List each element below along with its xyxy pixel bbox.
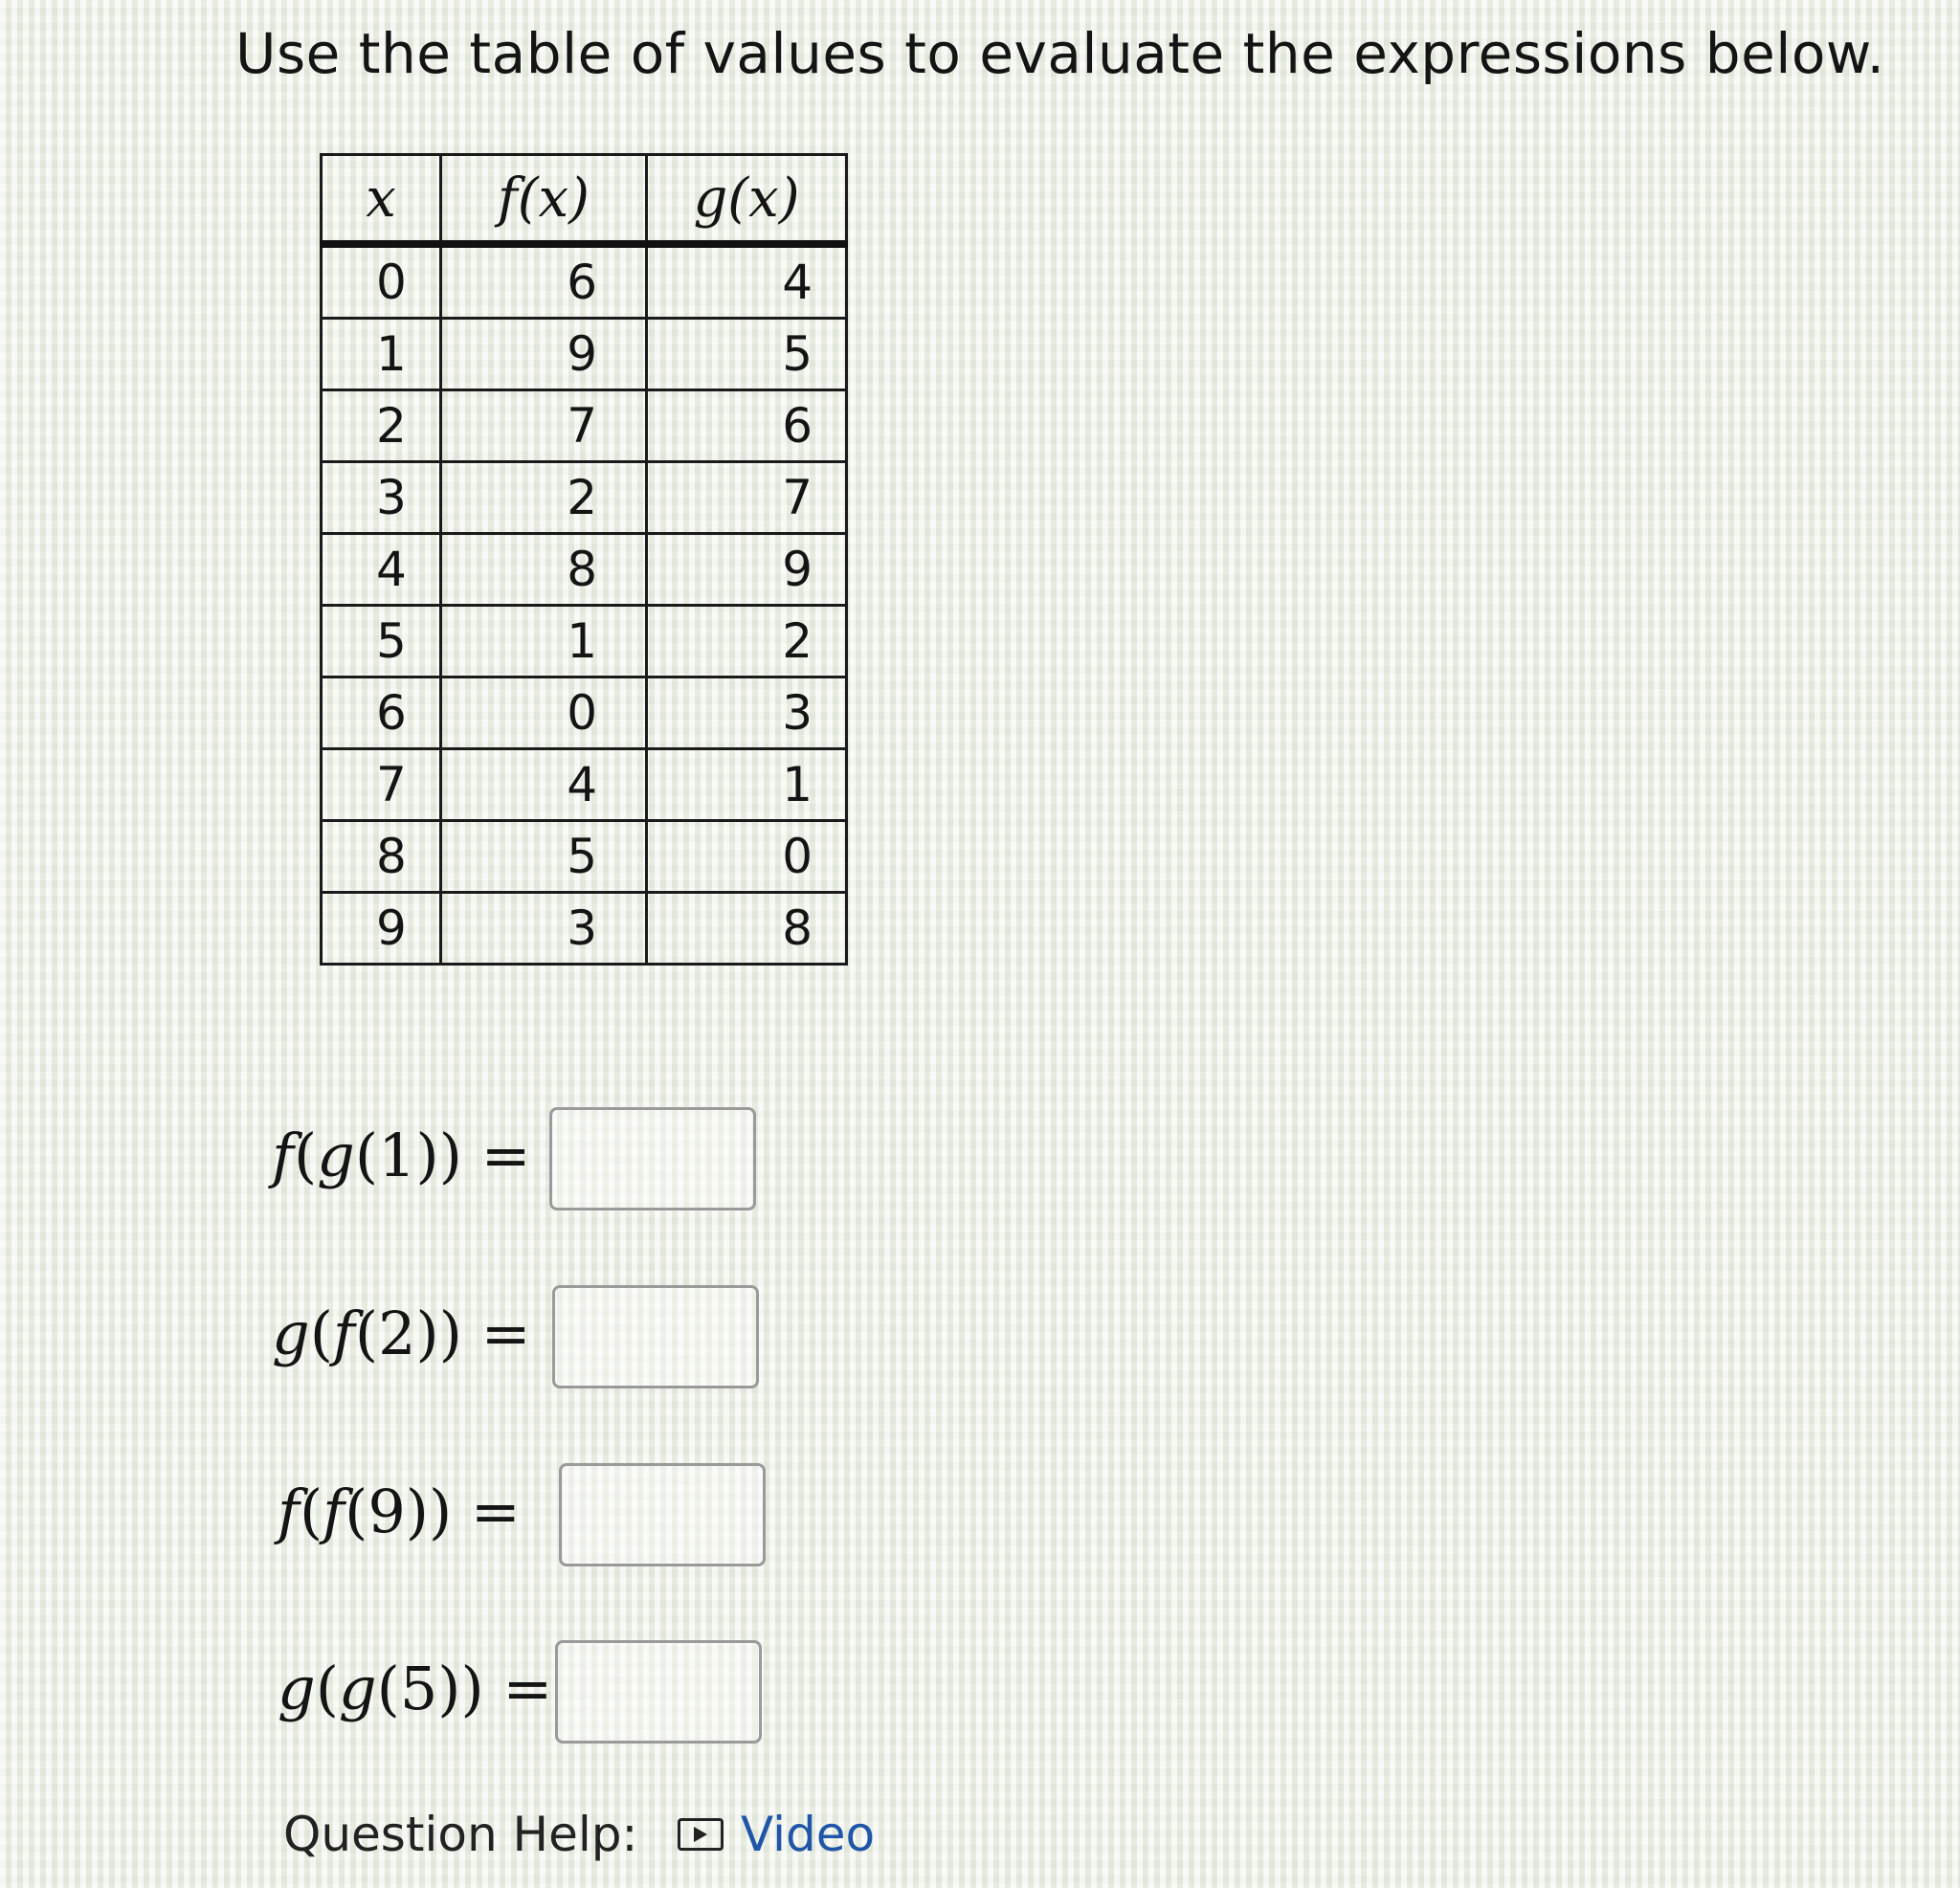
table-row xyxy=(322,534,847,606)
expression-label: g(g(5)) = xyxy=(278,1654,553,1723)
cell-f: 4 xyxy=(441,749,647,821)
cell-x: 8 xyxy=(322,821,441,893)
expression-label: g(f(2)) = xyxy=(272,1299,531,1368)
header-g: g(x) xyxy=(647,155,847,245)
table-row xyxy=(322,319,847,390)
inner-function: g xyxy=(338,1654,377,1723)
inner-function: f xyxy=(323,1477,345,1546)
table-row xyxy=(322,244,847,319)
argument: 1 xyxy=(378,1121,416,1190)
table-row xyxy=(322,677,847,749)
answer-input-4[interactable] xyxy=(555,1640,762,1744)
cell-g: 2 xyxy=(647,606,847,677)
cell-x: 6 xyxy=(322,677,441,749)
cell-f: 2 xyxy=(441,462,647,534)
cell-g: 1 xyxy=(647,749,847,821)
cell-f: 7 xyxy=(441,390,647,462)
table-row xyxy=(322,462,847,534)
cell-g: 8 xyxy=(647,893,847,965)
video-help-link[interactable] xyxy=(678,1807,875,1862)
question-help-label: Question Help: xyxy=(283,1807,638,1862)
expression-label: f(f(9)) = xyxy=(278,1477,521,1546)
cell-x: 9 xyxy=(322,893,441,965)
cell-g: 6 xyxy=(647,390,847,462)
table-row xyxy=(322,893,847,965)
header-x: x xyxy=(322,155,441,245)
cell-x: 4 xyxy=(322,534,441,606)
cell-x: 3 xyxy=(322,462,441,534)
table-row xyxy=(322,606,847,677)
cell-f: 3 xyxy=(441,893,647,965)
video-link-label: Video xyxy=(741,1807,876,1862)
answer-input-1[interactable] xyxy=(549,1107,756,1211)
answer-input-2[interactable] xyxy=(552,1285,759,1388)
argument: 5 xyxy=(399,1654,438,1723)
values-table xyxy=(320,153,848,966)
cell-f: 9 xyxy=(441,319,647,390)
cell-g: 7 xyxy=(647,462,847,534)
cell-f: 8 xyxy=(441,534,647,606)
cell-x: 5 xyxy=(322,606,441,677)
cell-f: 6 xyxy=(441,244,647,319)
outer-function: g xyxy=(278,1654,316,1723)
header-f: f(x) xyxy=(441,155,647,245)
cell-f: 5 xyxy=(441,821,647,893)
cell-g: 5 xyxy=(647,319,847,390)
cell-x: 0 xyxy=(322,244,441,319)
argument: 9 xyxy=(368,1477,406,1546)
cell-g: 3 xyxy=(647,677,847,749)
inner-function: g xyxy=(317,1121,355,1190)
cell-f: 1 xyxy=(441,606,647,677)
cell-g: 0 xyxy=(647,821,847,893)
play-icon xyxy=(678,1818,724,1851)
argument: 2 xyxy=(378,1299,416,1368)
cell-f: 0 xyxy=(441,677,647,749)
outer-function: g xyxy=(272,1299,310,1368)
instructions-heading: Use the table of values to evaluate the expressions below. xyxy=(235,21,1885,86)
cell-x: 1 xyxy=(322,319,441,390)
cell-g: 9 xyxy=(647,534,847,606)
expression-label: f(g(1)) = xyxy=(272,1121,531,1190)
question-help xyxy=(283,1807,876,1862)
cell-x: 2 xyxy=(322,390,441,462)
table-header-row xyxy=(322,155,847,245)
table-row xyxy=(322,749,847,821)
outer-function: f xyxy=(272,1121,294,1190)
cell-g: 4 xyxy=(647,244,847,319)
inner-function: f xyxy=(332,1299,355,1368)
outer-function: f xyxy=(278,1477,300,1546)
answer-input-3[interactable] xyxy=(559,1463,766,1566)
cell-x: 7 xyxy=(322,749,441,821)
table-row xyxy=(322,390,847,462)
table-row xyxy=(322,821,847,893)
